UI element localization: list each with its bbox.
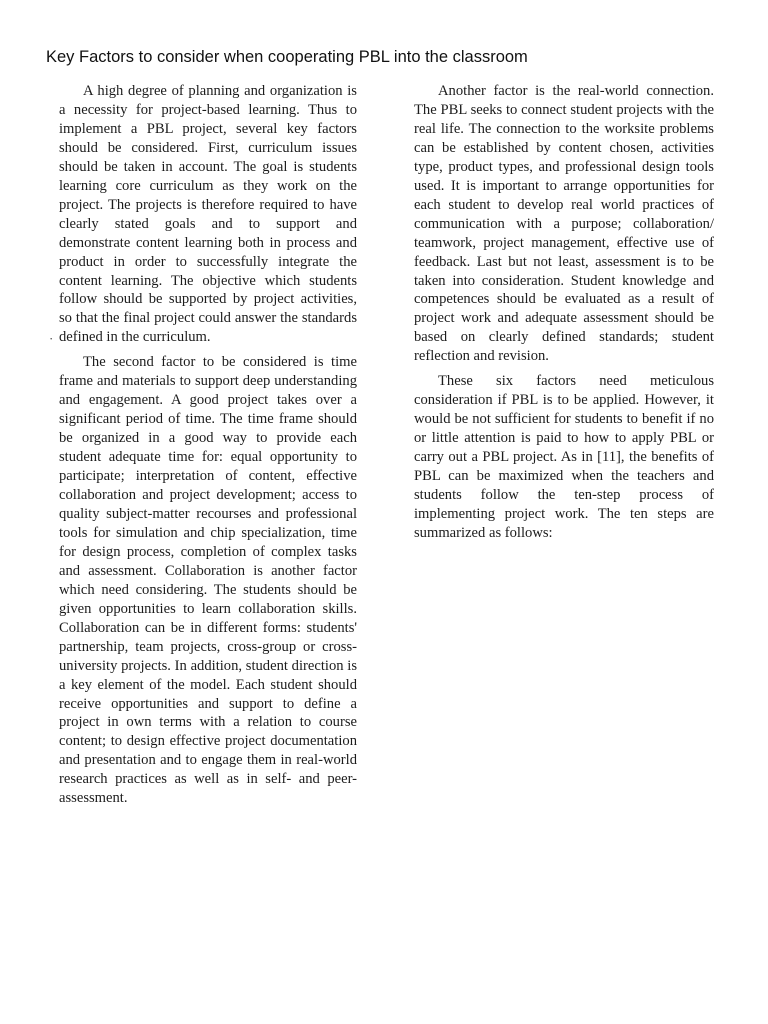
paragraph: These six factors need meticulous consideration if PBL is to be applied. However, it would be not sufficient for students to benefit if no or little attention is paid to how to apply PBL or carry out a PBL project. As in [11], the benefits of PBL can be maximized when the teachers and students follow the ten-step process of implementing project work. The ten steps are summarized as follows: [414, 373, 714, 541]
margin-mark: · [49, 331, 54, 346]
paragraph: Another factor is the real-world connection. The PBL seeks to connect student projects with the real life. The connection to the worksite problems can be established by content chosen, activities type, product types, and professional design tools used. It is important to arrange opportunities for each student to develop real world practices of communication with a purpose; collaboration/ teamwork, project management, effective use of feedback. Last but not least, assessment is to be taken into consideration. Student knowledge and competences should be evaluated as a result of project work and adequate assessment should be based on clearly defined standards; student reflection and revision. [414, 83, 714, 365]
paragraph: The second factor to be considered is time frame and materials to support deep understanding and engagement. A good project takes over a significant period of time. The time frame should be organized in a good way to provide each student adequate time for: equal opportunity to participate; interpretation of content, effective collaboration and project development; access to quality subject-matter recourses and professional tools for simulation and chip specialization, time for design process, completion of complex tasks and assessment. Collaboration is another factor which need considering. The students should be given opportunities to learn collaboration skills. Collaboration can be in different forms: students' partnership, team projects, cross-group or cross-university projects. In addition, student direction is a key element of the model. Each student should receive opportunities and support to define a project in own terms with a relation to course content; to design effective project documentation and presentation and to engage them in real-world research practices as well as in self- and peer-assessment. [59, 354, 357, 807]
page-title: Key Factors to consider when cooperating PBL into the classroom [46, 48, 528, 66]
paragraph: A high degree of planning and organization is a necessity for project-based learning. Thus to implement a PBL project, several key factors should be considered. First, curriculum issues should be taken in account. The goal is students learning core curriculum as they work on the project. The projects is therefore required to have clearly stated goals and to support and demonstrate content learning both in process and product in order to successfully integrate the content learning. The objective which students follow should be supported by project activities, so that the final project could answer the standards defined in the curriculum. [59, 83, 357, 346]
right-column [414, 82, 714, 549]
left-column [59, 82, 357, 814]
